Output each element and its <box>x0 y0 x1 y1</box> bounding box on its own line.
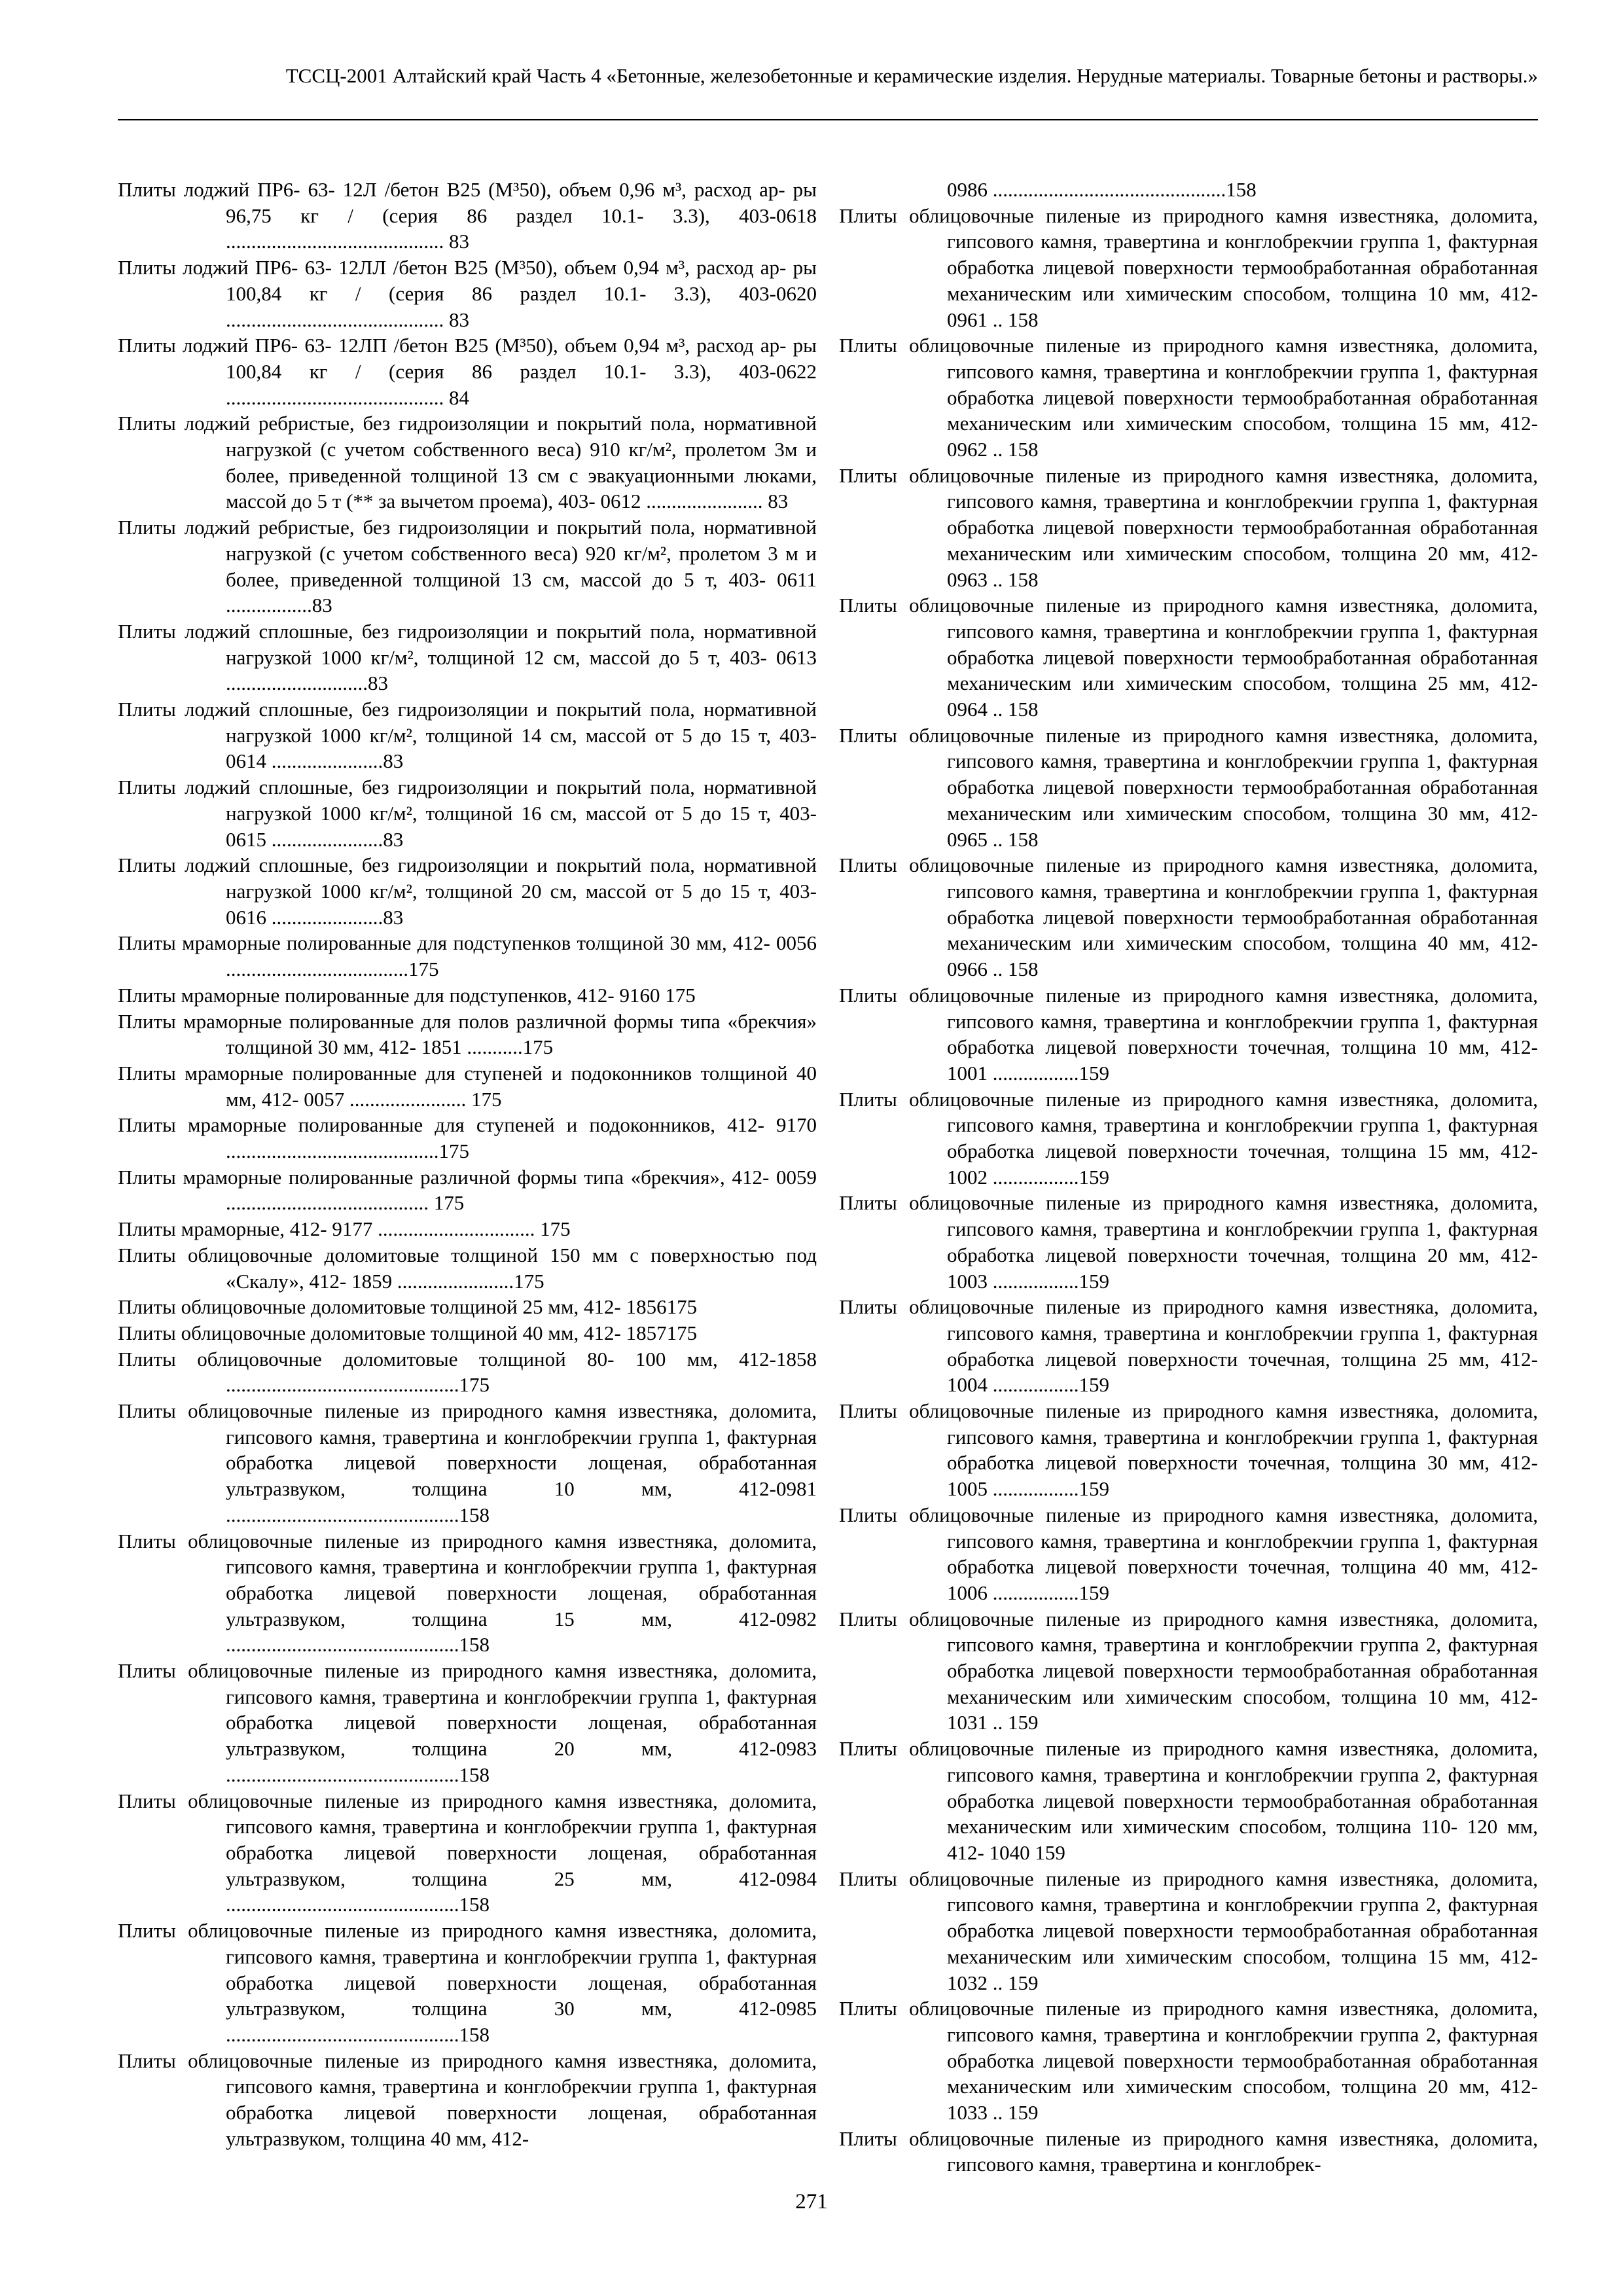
index-entry: Плиты облицовочные пиленые из природного камня известняка, доломита, гипсового камня, травертина и конглобрекчии группа 1, фактурная обработка лицевой поверхности точечная, толщина 40 мм, 412- 1006 .................159 <box>839 1503 1538 1604</box>
index-entry: Плиты лоджий ПР6- 63- 12Л /бетон В25 (М³50), объем 0,96 м³, расход ар- ры 96,75 кг / (серия 86 раздел 10.1- 3.3), 403-0618 ........................................... 83 <box>118 178 817 253</box>
index-entry: Плиты облицовочные пиленые из природного камня известняка, доломита, гипсового камня, травертина и конглобрекчии группа 2, фактурная обработка лицевой поверхности термообработанная обработанная механическим или химическим способом, толщина 10 мм, 412- 1031 .. 159 <box>839 1607 1538 1734</box>
index-entry: Плиты облицовочные пиленые из природного камня известняка, доломита, гипсового камня, травертина и конглобрекчии группа 1, фактурная обработка лицевой поверхности точечная, толщина 15 мм, 412- 1002 .................159 <box>839 1087 1538 1189</box>
index-entry: Плиты лоджий ребристые, без гидроизоляции и покрытий пола, нормативной нагрузкой (с учетом собственного веса) 920 кг/м², пролетом 3 м и более, приведенной толщиной 13 см, массой до 5 т, 403- 0611 .................83 <box>118 516 817 617</box>
index-entry: Плиты мраморные полированные для подступенков толщиной 30 мм, 412- 0056 ....................................175 <box>118 931 817 981</box>
index-entry: Плиты облицовочные доломитовые толщиной 25 мм, 412- 1856175 <box>118 1295 698 1319</box>
index-entry: Плиты мраморные полированные различной формы типа «брекчия», 412- 0059 ........................................ 175 <box>118 1165 817 1215</box>
index-entry: Плиты облицовочные доломитовые толщиной 150 мм с поверхностью под «Скалу», 412- 1859 .......................175 <box>118 1243 817 1293</box>
index-entry: Плиты лоджий сплошные, без гидроизоляции и покрытий пола, нормативной нагрузкой 1000 кг/м², толщиной 16 см, массой от 5 до 15 т, 403- 0615 ......................83 <box>118 776 817 851</box>
index-entry: Плиты облицовочные пиленые из природного камня известняка, доломита, гипсового камня, травертина и конглобрекчии группа 1, фактурная обработка лицевой поверхности термообработанная обработанная механическим или химическим способом, толщина 40 мм, 412- 0966 .. 158 <box>839 853 1538 981</box>
index-entry: Плиты облицовочные пиленые из природного камня известняка, доломита, гипсового камня, травертина и конглобрек- <box>839 2126 1538 2176</box>
index-entry: Плиты облицовочные пиленые из природного камня известняка, доломита, гипсового камня, травертина и конглобрекчии группа 1, фактурная обработка лицевой поверхности термообработанная обработанная механическим или химическим способом, толщина 15 мм, 412- 0962 .. 158 <box>839 334 1538 461</box>
index-entry: Плиты мраморные полированные для ступеней и подоконников, 412- 9170 ..........................................175 <box>118 1113 817 1163</box>
index-entry: Плиты облицовочные пиленые из природного камня известняка, доломита, гипсового камня, травертина и конглобрекчии группа 1, фактурная обработка лицевой поверхности лощеная, обработанная ультразвуком, толщина 30 мм, 412-0985 ..............................................158 <box>118 1919 817 2046</box>
index-entry: Плиты облицовочные пиленые из природного камня известняка, доломита, гипсового камня, травертина и конглобрекчии группа 1, фактурная обработка лицевой поверхности точечная, толщина 20 мм, 412- 1003 .................159 <box>839 1191 1538 1293</box>
page-number: 271 <box>795 2190 828 2214</box>
running-header: ТССЦ-2001 Алтайский край Часть 4 «Бетонные, железобетонные и керамические изделия. Нерудные материалы. Товарные бетоны и растворы.» <box>285 64 1538 87</box>
index-entry: Плиты облицовочные пиленые из природного камня известняка, доломита, гипсового камня, травертина и конглобрекчии группа 1, фактурная обработка лицевой поверхности лощеная, обработанная ультразвуком, толщина 25 мм, 412-0984 ..............................................158 <box>118 1789 817 1916</box>
index-entry: Плиты облицовочные пиленые из природного камня известняка, доломита, гипсового камня, травертина и конглобрекчии группа 1, фактурная обработка лицевой поверхности точечная, толщина 10 мм, 412- 1001 .................159 <box>839 983 1538 1085</box>
index-entry: Плиты облицовочные пиленые из природного камня известняка, доломита, гипсового камня, травертина и конглобрекчии группа 1, фактурная обработка лицевой поверхности лощеная, обработанная ультразвуком, толщина 15 мм, 412-0982 ..............................................158 <box>118 1529 817 1657</box>
index-entry: Плиты облицовочные пиленые из природного камня известняка, доломита, гипсового камня, травертина и конглобрекчии группа 1, фактурная обработка лицевой поверхности точечная, толщина 25 мм, 412- 1004 .................159 <box>839 1295 1538 1397</box>
index-entry: Плиты облицовочные доломитовые толщиной 80- 100 мм, 412-1858 ..............................................175 <box>118 1347 817 1397</box>
index-entry: Плиты лоджий сплошные, без гидроизоляции и покрытий пола, нормативной нагрузкой 1000 кг/м², толщиной 12 см, массой до 5 т, 403- 0613 ............................83 <box>118 619 817 695</box>
index-entry: Плиты облицовочные пиленые из природного камня известняка, доломита, гипсового камня, травертина и конглобрекчии группа 1, фактурная обработка лицевой поверхности лощеная, обработанная ультразвуком, толщина 10 мм, 412-0981 ..............................................158 <box>118 1399 817 1526</box>
index-entry: Плиты облицовочные пиленые из природного камня известняка, доломита, гипсового камня, травертина и конглобрекчии группа 1, фактурная обработка лицевой поверхности термообработанная обработанная механическим или химическим способом, толщина 20 мм, 412- 0963 .. 158 <box>839 463 1538 591</box>
index-entry: Плиты лоджий сплошные, без гидроизоляции и покрытий пола, нормативной нагрузкой 1000 кг/м², толщиной 14 см, массой от 5 до 15 т, 403- 0614 ......................83 <box>118 698 817 773</box>
index-entry: Плиты лоджий ребристые, без гидроизоляции и покрытий пола, нормативной нагрузкой (с учетом собственного веса) 910 кг/м², пролетом 3м и более, приведенной толщиной 13 см с эвакуационными люками, массой до 5 т (** за вычетом проема), 403- 0612 ....................... 83 <box>118 412 817 513</box>
index-entry-continuation: 0986 ..............................................158 <box>947 178 1257 201</box>
index-entry: Плиты лоджий ПР6- 63- 12ЛЛ /бетон В25 (М³50), объем 0,94 м³, расход ар- ры 100,84 кг / (серия 86 раздел 10.1- 3.3), 403-0620 ........................................... 83 <box>118 256 817 331</box>
index-column-left <box>118 177 817 2151</box>
index-entry: Плиты мраморные полированные для полов различной формы типа «брекчия» толщиной 30 мм, 412- 1851 ...........175 <box>118 1009 817 1059</box>
index-entry: Плиты облицовочные пиленые из природного камня известняка, доломита, гипсового камня, травертина и конглобрекчии группа 1, фактурная обработка лицевой поверхности точечная, толщина 30 мм, 412- 1005 .................159 <box>839 1399 1538 1501</box>
index-entry: Плиты облицовочные пиленые из природного камня известняка, доломита, гипсового камня, травертина и конглобрекчии группа 1, фактурная обработка лицевой поверхности термообработанная обработанная механическим или химическим способом, толщина 30 мм, 412- 0965 .. 158 <box>839 723 1538 851</box>
header-divider <box>118 119 1538 120</box>
index-entry: Плиты облицовочные доломитовые толщиной 40 мм, 412- 1857175 <box>118 1321 698 1344</box>
index-entry: Плиты мраморные полированные для ступеней и подоконников толщиной 40 мм, 412- 0057 ....................... 175 <box>118 1061 817 1111</box>
index-entry: Плиты облицовочные пиленые из природного камня известняка, доломита, гипсового камня, травертина и конглобрекчии группа 1, фактурная обработка лицевой поверхности термообработанная обработанная механическим или химическим способом, толщина 10 мм, 412- 0961 .. 158 <box>839 204 1538 331</box>
index-entry: Плиты лоджий ПР6- 63- 12ЛП /бетон В25 (М³50), объем 0,94 м³, расход ар- ры 100,84 кг / (серия 86 раздел 10.1- 3.3), 403-0622 ........................................... 84 <box>118 334 817 409</box>
index-column-right <box>839 177 1538 2178</box>
index-entry: Плиты облицовочные пиленые из природного камня известняка, доломита, гипсового камня, травертина и конглобрекчии группа 2, фактурная обработка лицевой поверхности термообработанная обработанная механическим или химическим способом, толщина 20 мм, 412- 1033 .. 159 <box>839 1997 1538 2125</box>
index-entry: Плиты облицовочные пиленые из природного камня известняка, доломита, гипсового камня, травертина и конглобрекчии группа 2, фактурная обработка лицевой поверхности термообработанная обработанная механическим или химическим способом, толщина 110- 120 мм, 412- 1040 159 <box>839 1737 1538 1864</box>
index-entry: Плиты мраморные, 412- 9177 ............................... 175 <box>118 1217 571 1241</box>
index-entry: Плиты облицовочные пиленые из природного камня известняка, доломита, гипсового камня, травертина и конглобрекчии группа 1, фактурная обработка лицевой поверхности лощеная, обработанная ультразвуком, толщина 20 мм, 412-0983 ..............................................158 <box>118 1659 817 1786</box>
index-entry: Плиты мраморные полированные для подступенков, 412- 9160 175 <box>118 983 696 1007</box>
index-entry: Плиты облицовочные пиленые из природного камня известняка, доломита, гипсового камня, травертина и конглобрекчии группа 1, фактурная обработка лицевой поверхности термообработанная обработанная механическим или химическим способом, толщина 25 мм, 412- 0964 .. 158 <box>839 594 1538 721</box>
index-entry: Плиты облицовочные пиленые из природного камня известняка, доломита, гипсового камня, травертина и конглобрекчии группа 2, фактурная обработка лицевой поверхности термообработанная обработанная механическим или химическим способом, толщина 15 мм, 412- 1032 .. 159 <box>839 1867 1538 1994</box>
index-entry: Плиты облицовочные пиленые из природного камня известняка, доломита, гипсового камня, травертина и конглобрекчии группа 1, фактурная обработка лицевой поверхности лощеная, обработанная ультразвуком, толщина 40 мм, 412- <box>118 2049 817 2150</box>
index-entry: Плиты лоджий сплошные, без гидроизоляции и покрытий пола, нормативной нагрузкой 1000 кг/м², толщиной 20 см, массой от 5 до 15 т, 403- 0616 ......................83 <box>118 853 817 929</box>
